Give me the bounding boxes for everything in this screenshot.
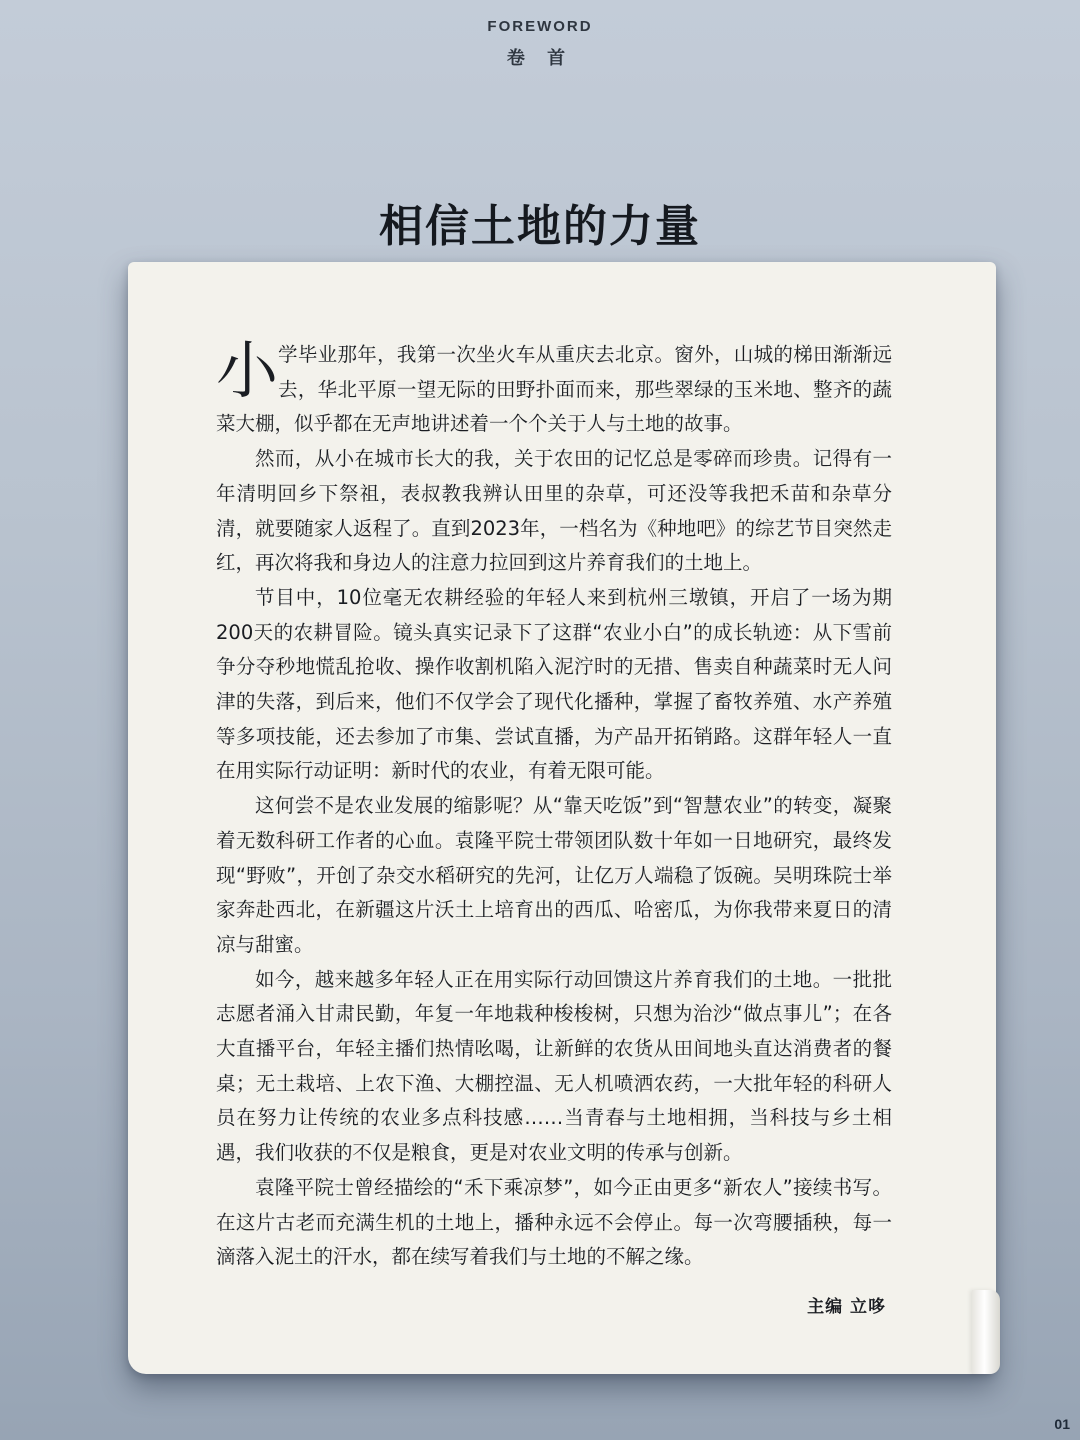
article-body <box>216 334 892 1275</box>
drop-cap: 小 <box>216 334 279 407</box>
paragraph-4: 这何尝不是农业发展的缩影呢？从“靠天吃饭”到“智慧农业”的转变，凝聚着无数科研工作者的心血。袁隆平院士带领团队数十年如一日地研究，最终发现“野败”，开创了杂交水稻研究的先河，让亿万人端稳了饭碗。吴明珠院士举家奔赴西北，在新疆这片沃土上培育出的西瓜、哈密瓜，为你我带来夏日的清凉与甜蜜。 <box>216 794 892 956</box>
paragraph-2: 然而，从小在城市长大的我，关于农田的记忆总是零碎而珍贵。记得有一年清明回乡下祭祖，表叔教我辨认田里的杂草，可还没等我把禾苗和杂草分清，就要随家人返程了。直到2023年，一档名为《种地吧》的综艺节目突然走红，再次将我和身边人的注意力拉回到这片养育我们的土地上。 <box>216 447 892 575</box>
paragraph-6: 袁隆平院士曾经描绘的“禾下乘凉梦”，如今正由更多“新农人”接续书写。在这片古老而充满生机的土地上，播种永远不会停止。每一次弯腰插秧，每一滴落入泥土的汗水，都在续写着我们与土地的不解之缘。 <box>216 1175 892 1269</box>
paragraph-1 <box>216 334 892 442</box>
editor-signature: 主编 立哆 <box>807 1297 886 1317</box>
paragraph-5: 如今，越来越多年轻人正在用实际行动回馈这片养育我们的土地。一批批志愿者涌入甘肃民勤，年复一年地栽种梭梭树，只想为治沙“做点事儿”；在各大直播平台，年轻主播们热情吆喝，让新鲜的农货从田间地头直达消费者的餐桌；无土栽培、上农下渔、大棚控温、无人机喷洒农药，一大批年轻的科研人员在努力让传统的农业多点科技感……当青春与土地相拥，当科技与乡土相遇，我们收获的不仅是粮食，更是对农业文明的传承与创新。 <box>216 967 892 1165</box>
article-title: 相信土地的力量 <box>379 201 701 252</box>
paper-sheet <box>128 262 996 1374</box>
page-curl <box>972 1290 1000 1374</box>
paragraph-3: 节目中，10位毫无农耕经验的年轻人来到杭州三墩镇，开启了一场为期200天的农耕冒险。镜头真实记录下了这群“农业小白”的成长轨迹：从下雪前争分夺秒地慌乱抢收、操作收割机陷入泥泞时的无措、售卖自种蔬菜时无人问津的失落，到后来，他们不仅学会了现代化播种，掌握了畜牧养殖、水产养殖等多项技能，还去参加了市集、尝试直播，为产品开拓销路。这群年轻人一直在用实际行动证明：新时代的农业，有着无限可能。 <box>216 585 892 783</box>
paragraph-1-text: 学毕业那年，我第一次坐火车从重庆去北京。窗外，山城的梯田渐渐远去，华北平原一望无际的田野扑面而来，那些翠绿的玉米地、整齐的蔬菜大棚，似乎都在无声地讲述着一个个关于人与土地的故事。 <box>216 343 892 436</box>
page-number: 01 <box>1054 1416 1070 1432</box>
foreword-header-cn: 卷 首 <box>506 48 574 69</box>
foreword-header-en: FOREWORD <box>487 18 593 35</box>
